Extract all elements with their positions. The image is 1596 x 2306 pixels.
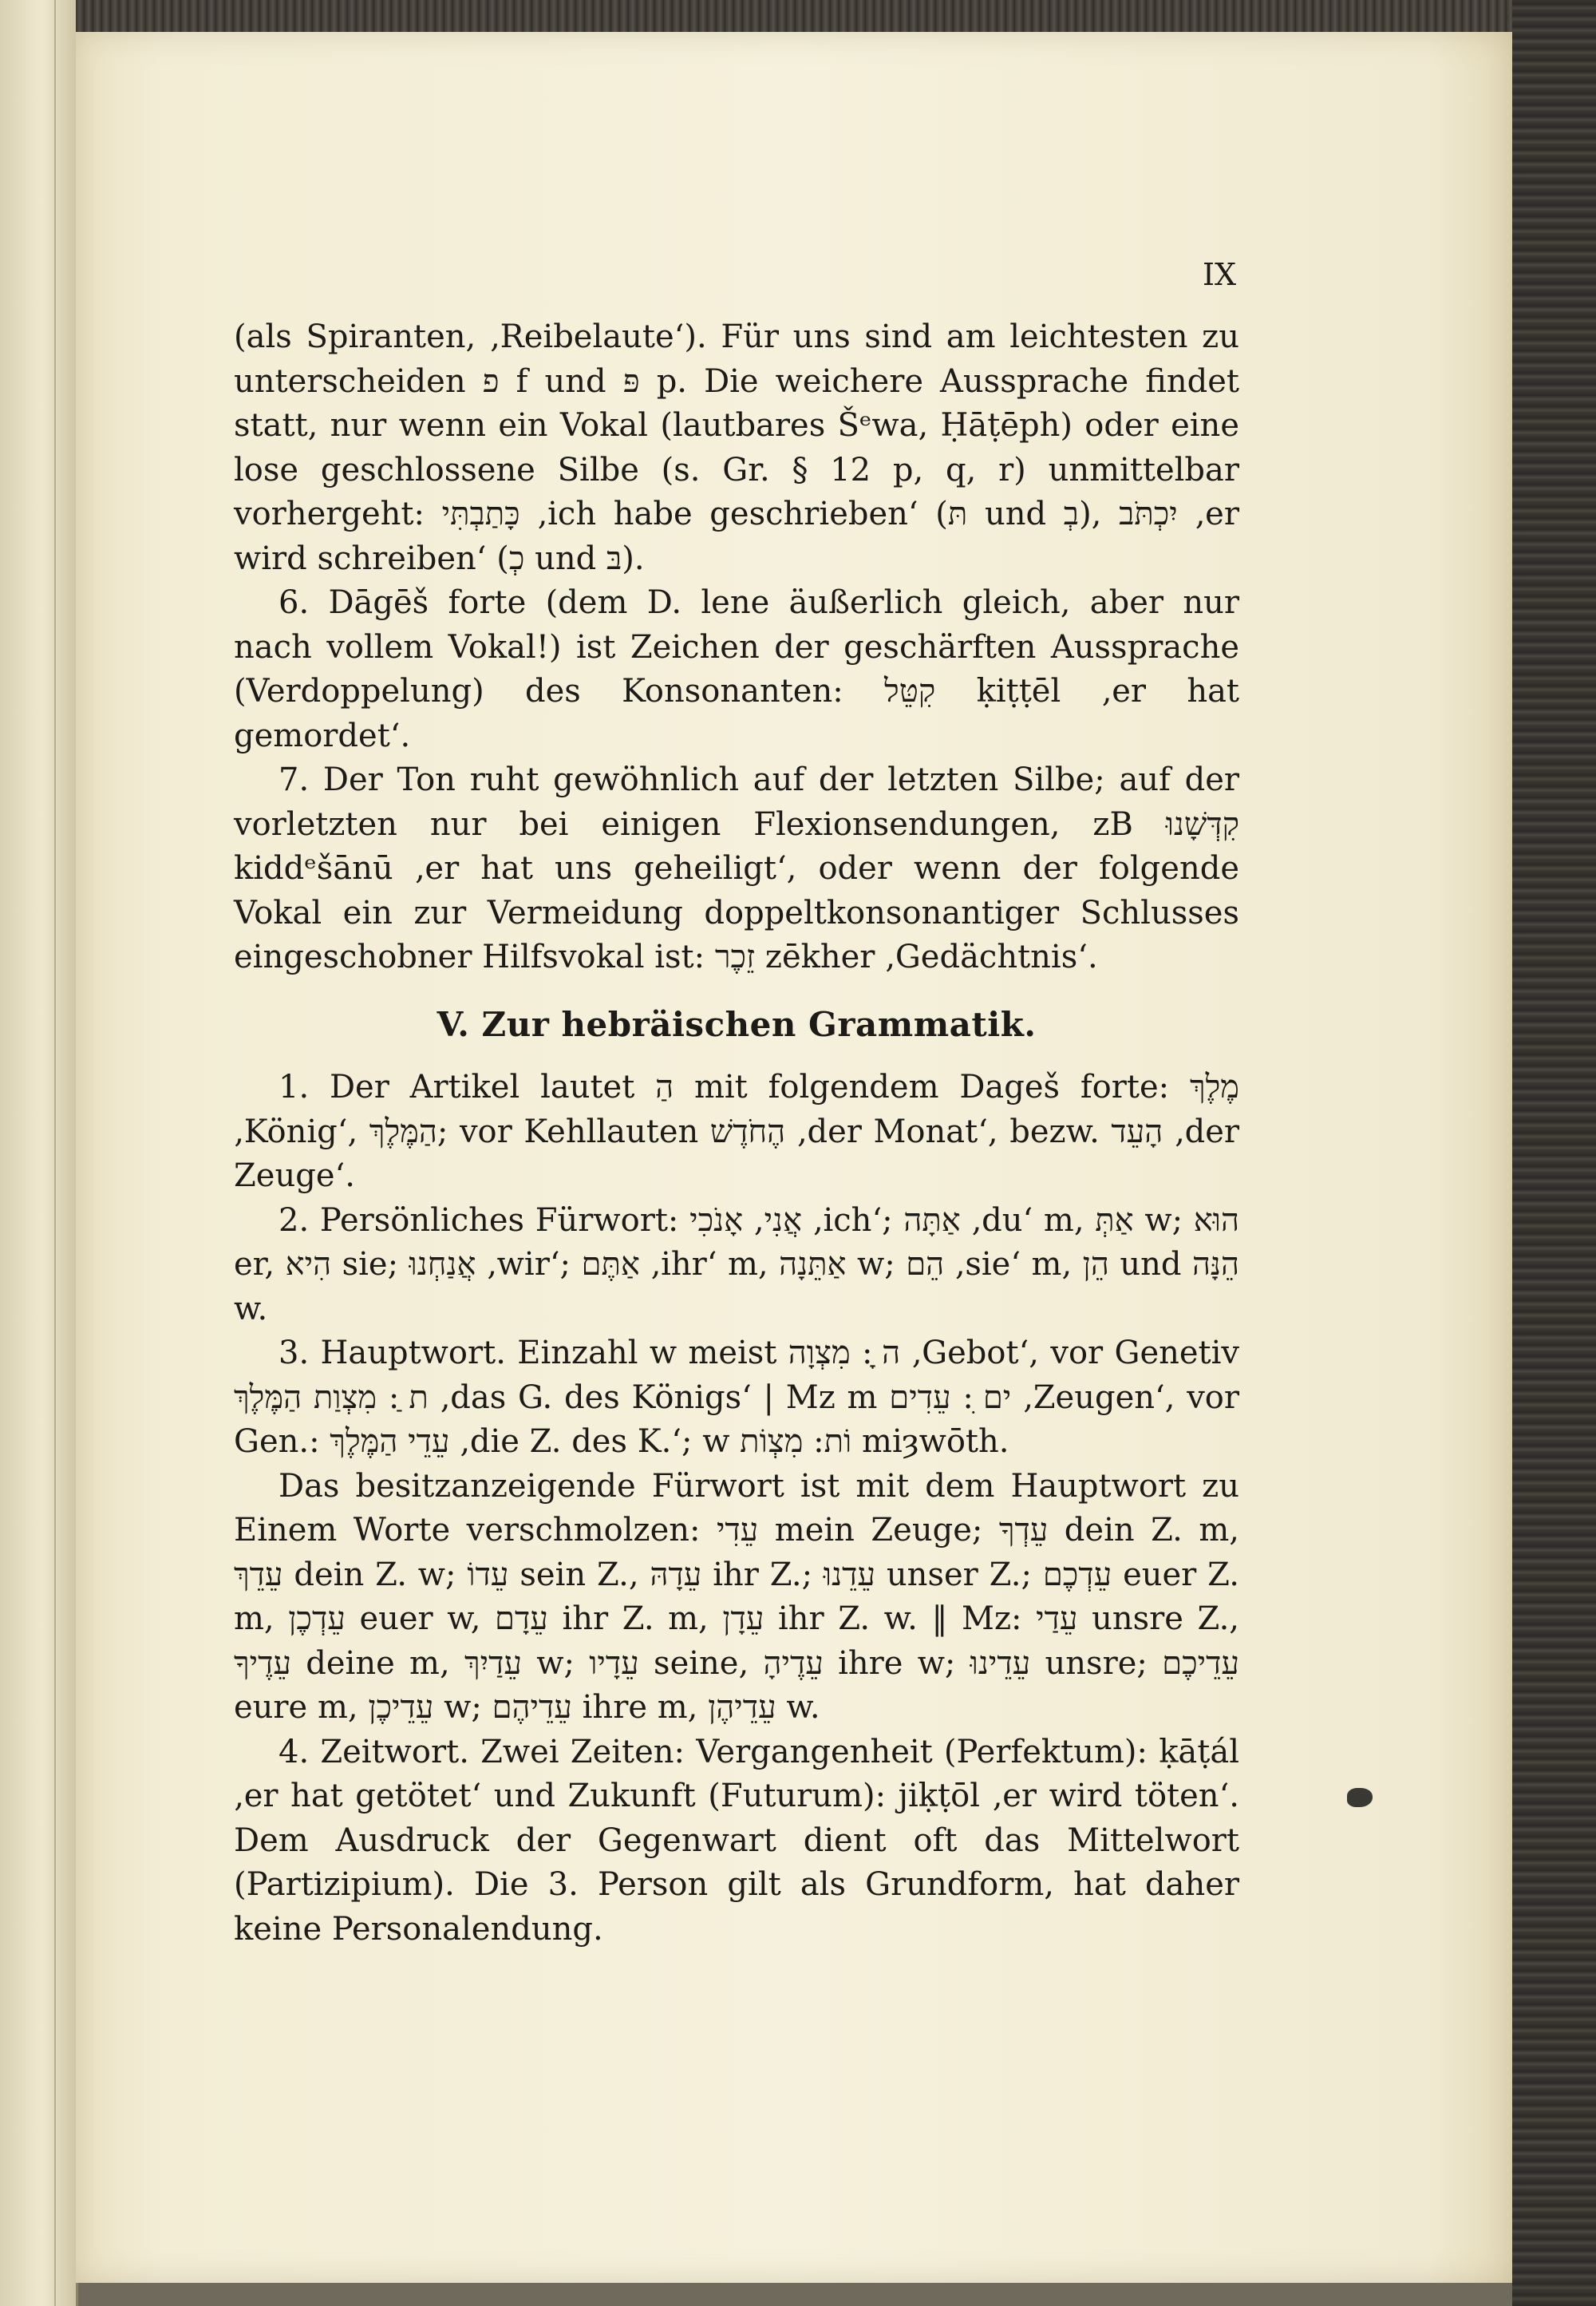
page-number: IX [1203,257,1237,292]
book-top-edge [76,0,1512,32]
paragraph: 1. Der Artikel lautet הַ mit folgendem Dageš forte: מֶלֶךְ ‚König‘, הַמֶּלֶךְ; vor Kehllauten הֶחֹדֶשׁ ‚der Monat‘, bezw. הָעֵד ‚der Zeuge‘. [234,1069,1240,1194]
left-page-edge [0,0,78,2306]
page-body [234,315,1239,1952]
ink-blot [1347,1788,1373,1807]
paragraph: 7. Der Ton ruht gewöhnlich auf der letzten Silbe; auf der vorletzten nur bei einigen Flexionsendungen, zB קִדְּשָׁנוּ kiddᵉšānū ‚er hat uns geheiligt‘, oder wenn der folgende Vokal ein zur Vermeidung doppeltkonsonantiger Schlusses eingeschobner Hilfsvokal ist: זֵכֶר zēkher ‚Gedächtnis‘. [234,761,1239,975]
paragraph: 4. Zeitwort. Zwei Zeiten: Vergangenheit (Perfektum): ḳāṭál ‚er hat getötet‘ und Zukunft (Futurum): jiḳṭōl ‚er wird töten‘. Dem Ausdruck der Gegenwart dient oft das Mittelwort (Partizipium). Die 3. Person gilt als Grundform, hat daher keine Personalendung. [234,1733,1239,1948]
paragraph: 3. Hauptwort. Einzahl w meist ה ָ: מִצְוָה ‚Gebot‘, vor Genetiv ת ַ: מִצְוַת הַמֶּלֶךְ ‚das G. des Königs‘ | Mz m ים ִ: עֵדִים ‚Zeugen‘, vor Gen.: עֵדֵי הַמֶּלֶךְ ‚die Z. des K.‘; w וֹת: מִצְוֹת miȝwōth. [234,1335,1240,1460]
book-right-edge [1512,0,1596,2306]
section-heading: V. Zur hebräischen Grammatik. [437,1004,1037,1044]
paragraph: (als Spiranten, ‚Reibelaute‘). Für uns sind am leichtesten zu unterscheiden פ f und פּ p. Die weichere Aussprache findet statt, nur wenn ein Vokal (lautbares Šᵉwa, Ḥāṭēph) oder eine lose geschlossene Silbe (s. Gr. § 12 p, q, r) unmittelbar vorhergeht: כָּתַבְתִּי ‚ich habe geschrieben‘ (תּ und בְ), יִכְתֹּב ‚er wird schreiben‘ (כְ und בּ). [234,318,1239,577]
paragraph: Das besitzanzeigende Fürwort ist mit dem Hauptwort zu Einem Worte verschmolzen: עֵדִי mein Zeuge; עֵדְךָ dein Z. m, עֵדֵךְ dein Z. w; עֵדוֹ sein Z., עֵדָהּ ihr Z.; עֵדֵנוּ unser Z.; עֵדְכֶם euer Z. m, עֵדְכֶן euer w, עֵדָם ihr Z. m, עֵדָן ihr Z. w. ‖ Mz: עֵדַי unsre Z., עֵדֶיךָ deine m, עֵדַיִךְ w; עֵדָיו seine, עֵדֶיהָ ihre w; עֵדֵינוּ unsre; עֵדֵיכֶם eure m, עֵדֵיכֶן w; עֵדֵיהֶם ihre m, עֵדֵיהֶן w. [234,1467,1240,1726]
paragraph: 6. Dāgēš forte (dem D. lene äußerlich gleich, aber nur nach vollem Vokal!) ist Zeichen der geschärften Aussprache (Verdoppelung) des Konsonanten: קִטֵּל ḳiṭṭēl ‚er hat gemordet‘. [234,584,1240,754]
paragraph: 2. Persönliches Fürwort: אֲנִי, אָנֹכִי ‚ich‘; אַתָּה ‚du‘ m, אַתְּ w; הוּא er, הִיא sie; אֲנַחְנוּ ‚wir‘; אַתֶּם ‚ihr‘ m, אַתֵּנָה w; הֵם ‚sie‘ m, הֵן und הֵנָּה w. [234,1201,1240,1327]
page-fold-line [54,0,56,2306]
